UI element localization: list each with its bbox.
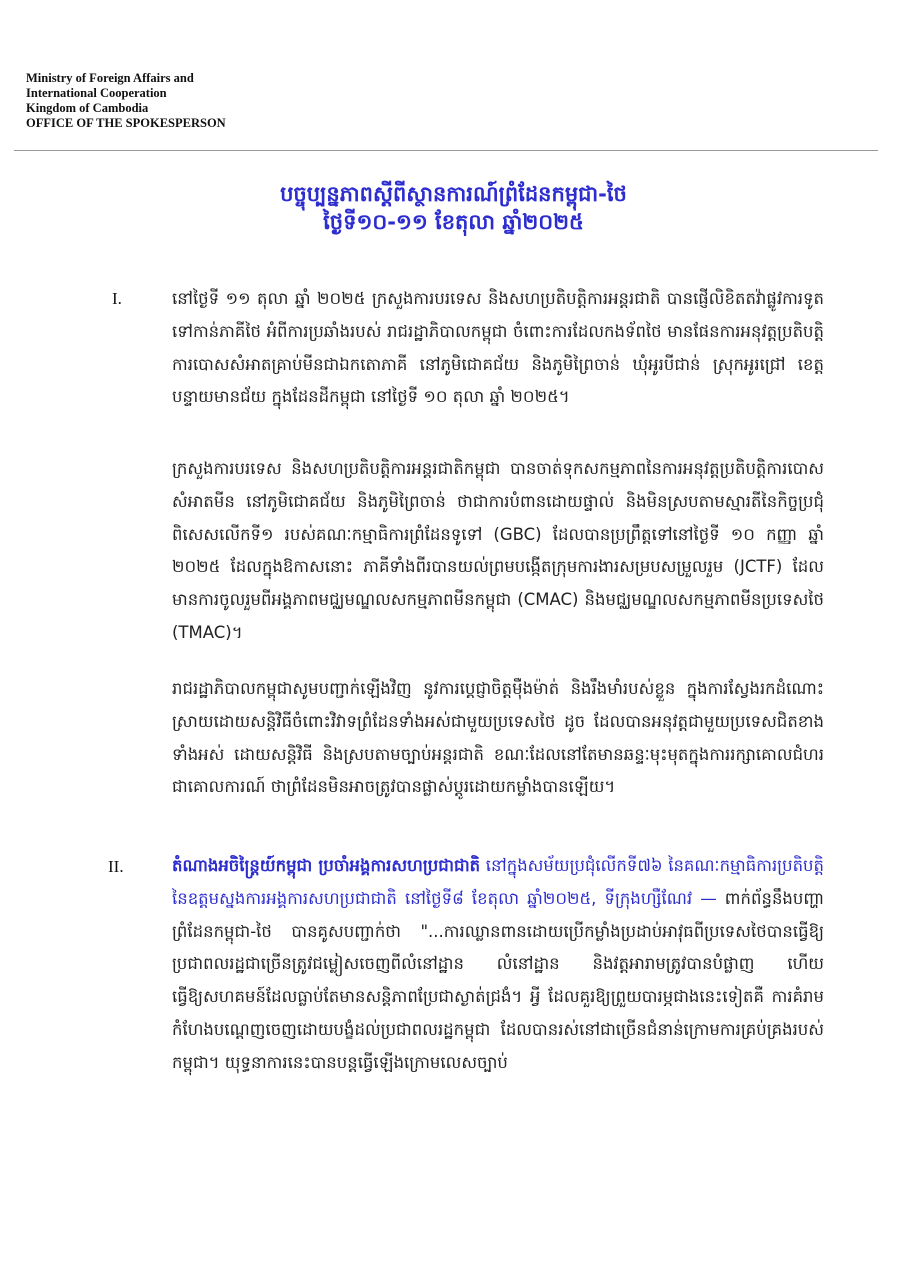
- section-2-paragraph-1: [172, 850, 824, 1080]
- document-title: [60, 180, 847, 236]
- letterhead-kingdom: Kingdom of Cambodia: [26, 101, 149, 115]
- section-2-lead-rest: នៅក្នុងសម័យប្រជុំលើកទី៧៦ នៃគណៈកម្មាធិការប្រតិបត្តិនៃឧត្តមស្នងការអង្គការសហប្រជាជាតិ នៅថ្ងៃទី៨ ខែតុលា ឆ្នាំ២០២៥, ទីក្រុងហ្សឺណែវ —: [172, 856, 824, 908]
- letterhead: [26, 71, 226, 131]
- header-divider: [14, 150, 878, 151]
- section-1-paragraph-1: នៅថ្ងៃទី ១១ តុលា ឆ្នាំ ២០២៥ ក្រសួងការបរទេស និងសហប្រតិបត្តិការអន្តរជាតិ បានផ្ញើលិខិតតវ៉ាផ្លូវការទូតទៅកាន់ភាគីថៃ អំពីការប្រឆាំងរបស់ រាជរដ្ឋាភិបាលកម្ពុជា ចំពោះការដែលកងទ័ពថៃ មានផែនការអនុវត្តប្រតិបត្តិការបោសសំអាតគ្រាប់មីនជាឯកតោភាគី នៅភូមិជោគជ័យ និងភូមិព្រៃចាន់ ឃុំអូរបីជាន់ ស្រុកអូរជ្រៅ ខេត្តបន្ទាយមានជ័យ ក្នុងដែនដីកម្ពុជា នៅថ្ងៃទី ១០ តុលា ឆ្នាំ ២០២៥។: [172, 289, 824, 407]
- title-line-1: បច្ចុប្បន្នភាពស្តីពីស្ថានការណ៍ព្រំដែនកម្ពុជា-ថៃ: [280, 182, 627, 206]
- section-1-paragraph-2: ក្រសួងការបរទេស និងសហប្រតិបត្តិការអន្តរជាតិកម្ពុជា បានចាត់ទុកសកម្មភាពនៃការអនុវត្តប្រតិបត្តិការបោសសំអាតមីន នៅភូមិជោគជ័យ និងភូមិព្រៃចាន់ ថាជាការបំពានដោយផ្ទាល់ និងមិនស្របតាមស្មារតីនៃកិច្ចប្រជុំពិសេសលើកទី១ របស់គណៈកម្មាធិការព្រំដែនទូទៅ (GBC) ដែលបានប្រព្រឹត្តទៅនៅថ្ងៃទី ១០ កញ្ញា ឆ្នាំ ២០២៥ ដែលក្នុងឱកាសនោះ ភាគីទាំងពីរបានយល់ព្រមបង្កើតក្រុមការងារសម្របសម្រួលរួម (JCTF) ដែលមានការចូលរួមពីអង្គភាពមជ្ឈមណ្ឌលសកម្មភាពមីនកម្ពុជា (CMAC) និងមជ្ឈមណ្ឌលសកម្មភាពមីនប្រទេសថៃ (TMAC)។: [172, 459, 824, 642]
- letterhead-office: OFFICE OF THE SPOKESPERSON: [26, 116, 226, 130]
- section-1-paragraph-3: រាជរដ្ឋាភិបាលកម្ពុជាសូមបញ្ជាក់ឡើងវិញ នូវការប្តេជ្ញាចិត្តមុឺងម៉ាត់ និងរឹងមាំរបស់ខ្លួន ក្នុងការស្វែងរកដំណោះស្រាយដោយសន្តិវិធីចំពោះវិវាទព្រំដែនទាំងអស់ជាមួយប្រទេសថៃ ដូច ដែលបានអនុវត្តជាមួយប្រទេសជិតខាងទាំងអស់ ដោយសន្តិវិធី និងស្របតាមច្បាប់អន្តរជាតិ ខណៈដែលនៅតែមានឆន្ទៈមុះមុតក្នុងការរក្សាគោលជំហរជាគោលការណ៍ ថាព្រំដែនមិនអាចត្រូវបានផ្លាស់ប្តូរដោយកម្លាំងបានឡើយ។: [172, 679, 824, 797]
- title-line-2: ថ្ងៃទី១០-១១ ខែតុលា ឆ្នាំ២០២៥: [323, 210, 584, 234]
- section-2-body: ពាក់ព័ន្ធនឹងបញ្ហាព្រំដែនកម្ពុជា-ថៃ បានគូសបញ្ជាក់ថា "...ការឈ្លានពានដោយប្រើកម្លាំងប្រដាប់អាវុធពីប្រទេសថៃបានធ្វើឱ្យប្រជាពលរដ្ឋជាច្រើនត្រូវជម្លៀសចេញពីលំនៅដ្ឋាន លំនៅដ្ឋាន និងវត្តអារាមត្រូវបានបំផ្លាញ ហើយធ្វើឱ្យសហគមន៍ដែលធ្លាប់តែមានសន្តិភាពប្រែជាស្ងាត់ជ្រងំ។ អ្វី ដែលគួរឱ្យព្រួយបារម្ភជាងនេះទៀតគឺ ការគំរាមកំហែងបណ្តេញចេញដោយបង្ខំដល់ប្រជាពលរដ្ឋកម្ពុជា ដែលបានរស់នៅជាច្រើនជំនាន់ក្រោមការគ្រប់គ្រងរបស់កម្ពុជា។ យុទ្ធនាការនេះបានបន្តធ្វើឡើងក្រោមលេសច្បាប់: [172, 888, 824, 1072]
- letterhead-ministry: Ministry of Foreign Affairs and: [26, 71, 194, 85]
- section-2-lead: តំណាងអចិន្ត្រៃយ៍កម្ពុជា ប្រចាំអង្គការសហប្រជាជាតិ: [172, 856, 481, 875]
- letterhead-cooperation: International Cooperation: [26, 86, 167, 100]
- section-numeral-1: I.: [112, 289, 122, 308]
- section-numeral-2: II.: [108, 857, 124, 876]
